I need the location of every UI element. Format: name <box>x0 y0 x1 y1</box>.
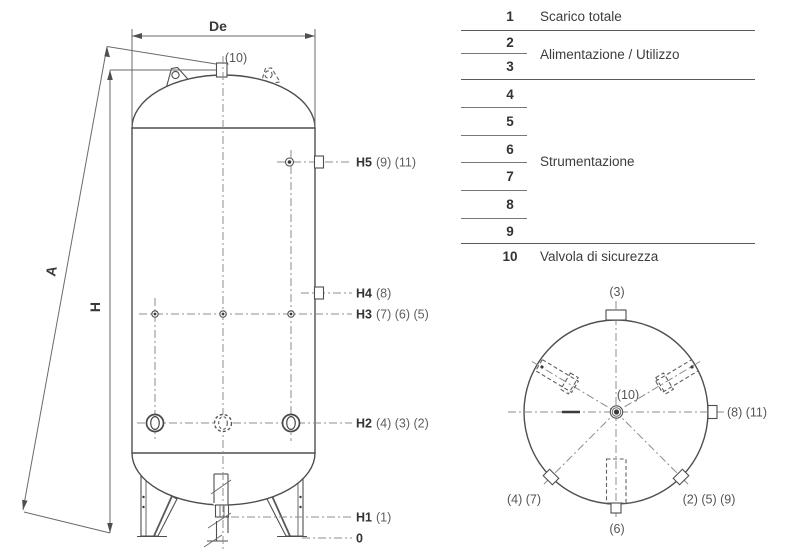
top-nozzle-ref-label: (10) <box>224 51 248 65</box>
topview-label-6: (6) <box>609 522 625 536</box>
legend-label-strumentazione: Strumentazione <box>540 154 635 169</box>
height-label-h5: H5 (9) (11) <box>356 155 417 170</box>
legend-label-alimentazione: Alimentazione / Utilizzo <box>540 47 680 62</box>
topview-label-4-7: (4) (7) <box>506 492 542 507</box>
topview-safety-valve <box>610 406 622 418</box>
dim-label-h: H <box>87 301 103 313</box>
legend-num-6: 6 <box>506 142 514 157</box>
legend-separator <box>461 135 527 136</box>
legend-num-8: 8 <box>506 197 514 212</box>
nozzle-h4 <box>315 287 324 299</box>
height-label-h3: H3 (7) (6) (5) <box>356 307 429 322</box>
legend-separator <box>461 243 755 244</box>
topview-label-10: (10) <box>616 388 640 402</box>
topview-label-3: (3) <box>609 285 625 299</box>
topview-nozzle-6 <box>611 503 621 513</box>
height-label-h2: H2 (4) (3) (2) <box>356 416 429 431</box>
dim-label-de: De <box>209 18 227 34</box>
height-label-0: 0 <box>356 531 363 546</box>
dimension-h <box>87 70 113 533</box>
topview-nozzle-8-11 <box>708 406 717 419</box>
legend-num-10: 10 <box>502 249 518 264</box>
topview-nozzle-3 <box>606 310 626 320</box>
safety-valve-nozzle <box>217 63 228 77</box>
legend-separator <box>461 79 755 80</box>
legend-label-valvola: Valvola di sicurezza <box>540 249 659 264</box>
legend-separator <box>461 30 755 31</box>
legend-num-5: 5 <box>506 114 514 129</box>
legend-label-scarico: Scarico totale <box>540 9 622 24</box>
legend-num-7: 7 <box>506 169 514 184</box>
dim-label-a: A <box>42 264 60 278</box>
legend-separator <box>461 53 527 54</box>
height-label-h4: H4 (8) <box>356 286 392 301</box>
legend-separator <box>461 190 527 191</box>
dimension-a <box>22 47 110 534</box>
topview-label-2-5-9: (2) (5) (9) <box>682 492 736 507</box>
top-view-svg <box>470 282 800 553</box>
legend-num-2: 2 <box>506 35 514 50</box>
legend-num-1: 1 <box>506 9 514 24</box>
legend-separator <box>461 107 527 108</box>
legend-num-9: 9 <box>506 224 514 239</box>
legend-table <box>460 0 756 272</box>
topview-label-8-11: (8) (11) <box>727 405 768 420</box>
legend-separator <box>461 218 527 219</box>
legend-num-3: 3 <box>506 59 514 74</box>
legend-num-4: 4 <box>506 87 514 102</box>
height-label-h1: H1 (1) <box>356 510 392 525</box>
dim-a-extension-top <box>107 47 216 65</box>
legend-separator <box>461 162 527 163</box>
